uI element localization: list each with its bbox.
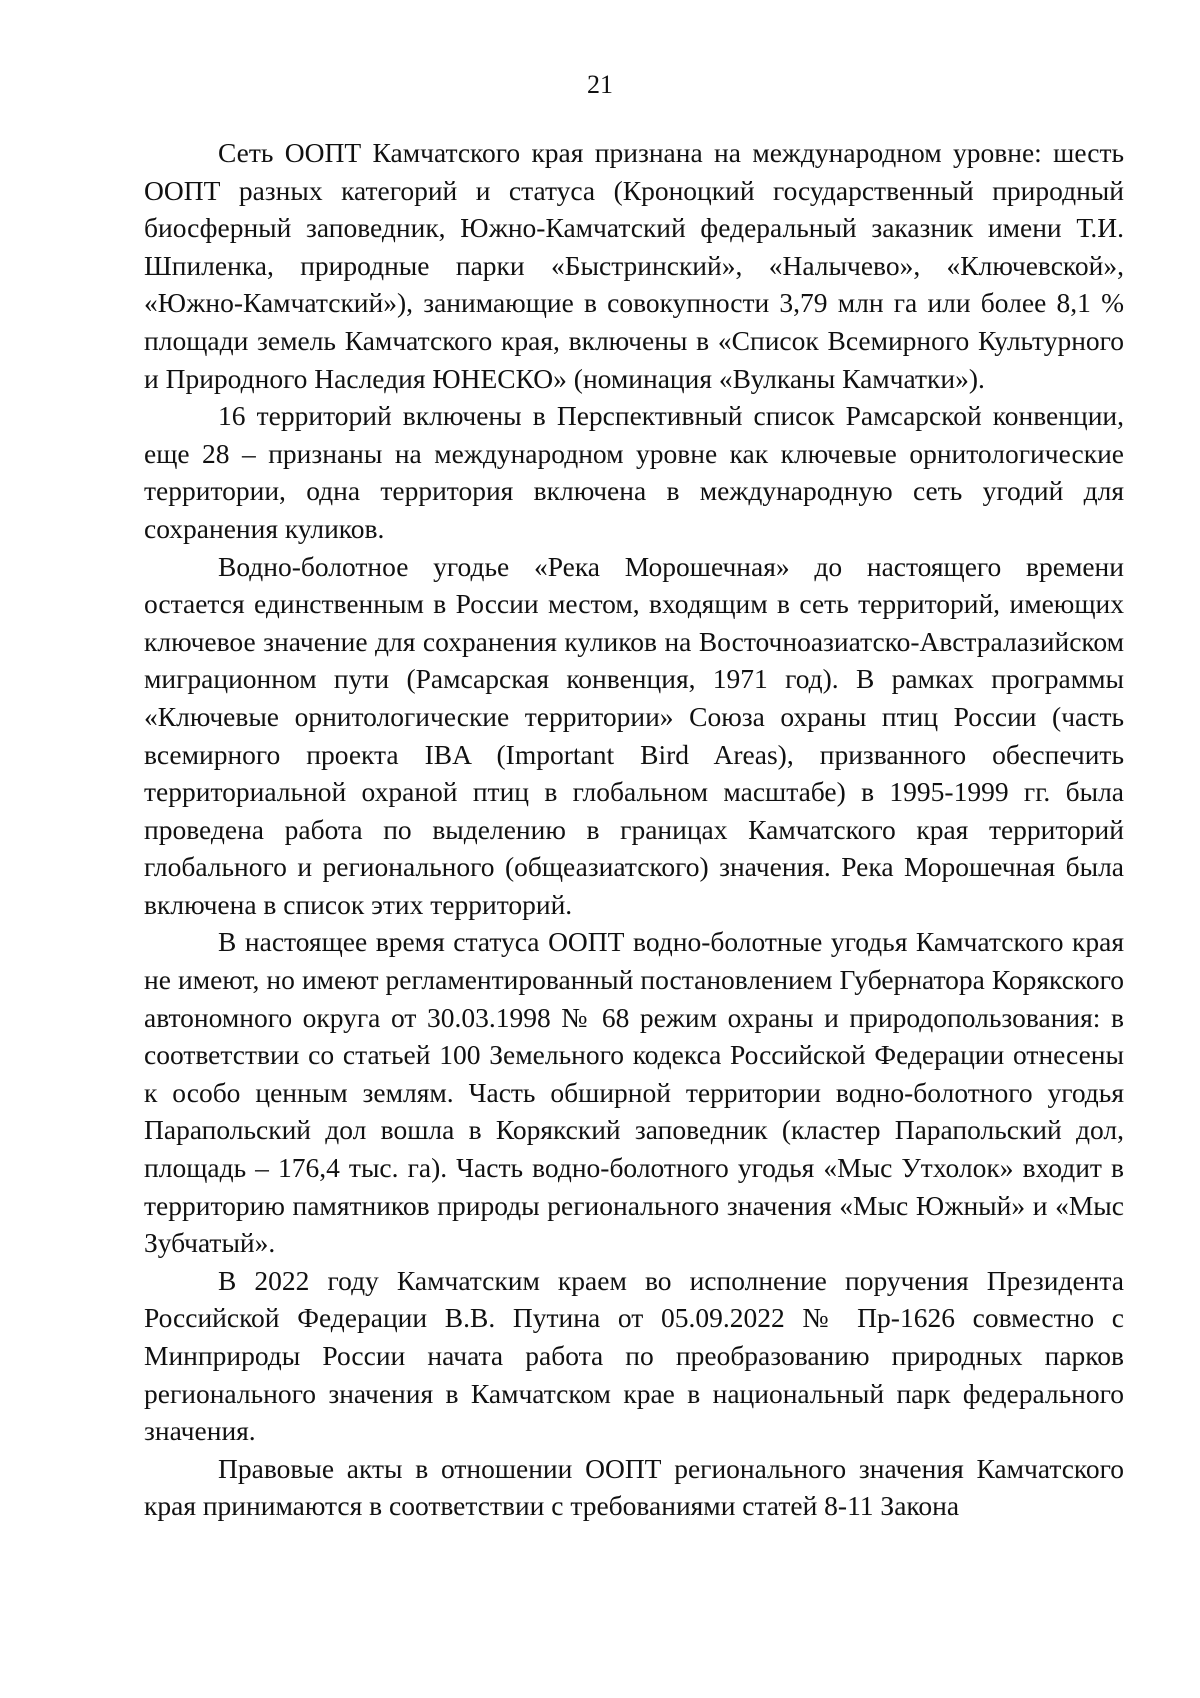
document-body <box>144 134 1124 1525</box>
paragraph-national-park-2022: В 2022 году Камчатским краем во исполнение поручения Президента Российской Федерации В.В. Путина от 05.09.2022 № Пр-1626 совместно с Минприроды России начата работа по преобразованию природных парков регионального значения в Камчатском крае в национальный парк федерального значения. <box>144 1264 1124 1447</box>
paragraph-moroshechnaya-river: Водно-болотное угодье «Река Морошечная» до настоящего времени остается единственным в России местом, входящим в сеть территорий, имеющих ключевое значение для сохранения куликов на Восточноазиатско-Австралазийском миграционном пути (Рамсарская конвенция, 1971 год). В рамках программы «Ключевые орнитологические территории» Союза охраны птиц России (часть всемирного проекта IBA (Important Bird Areas), призванного обеспечить территориальной охраной птиц в глобальном масштабе) в 1995-1999 гг. была проведена работа по выделению в границах Камчатского края территорий глобального и регионального (общеазиатского) значения. Река Морошечная была включена в список этих территорий. <box>144 550 1124 920</box>
paragraph-ramsar-list: 16 территорий включены в Перспективный список Рамсарской конвенции, еще 28 – признаны на международном уровне как ключевые орнитологические территории, одна территория включена в международную сеть угодий для сохранения куликов. <box>144 400 1124 544</box>
paragraph-legal-acts: Правовые акты в отношении ООПТ регионального значения Камчатского края принимаются в соответствии с требованиями статей 8-11 Закона <box>144 1452 1124 1522</box>
page-number: 21 <box>587 70 613 99</box>
paragraph-unesco-heritage: Сеть ООПТ Камчатского края признана на международном уровне: шесть ООПТ разных категорий и статуса (Кроноцкий государственный природный биосферный заповедник, Южно-Камчатский федеральный заказник имени Т.И. Шпиленка, природные парки «Быстринский», «Налычево», «Ключевской», «Южно-Камчатский»), занимающие в совокупности 3,79 млн га или более 8,1 % площади земель Камчатского края, включены в «Список Всемирного Культурного и Природного Наследия ЮНЕСКО» (номинация «Вулканы Камчатки»). <box>144 137 1124 394</box>
paragraph-wetlands-status: В настоящее время статуса ООПТ водно-болотные угодья Камчатского края не имеют, но имеют регламентированный постановлением Губернатора Корякского автономного округа от 30.03.1998 № 68 режим охраны и природопользования: в соответствии со статьей 100 Земельного кодекса Российской Федерации отнесены к особо ценным землям. Часть обширной территории водно-болотного угодья Парапольский дол вошла в Корякский заповедник (кластер Парапольский дол, площадь – 176,4 тыс. га). Часть водно-болотного угодья «Мыс Утхолок» входит в территорию памятников природы регионального значения «Мыс Южный» и «Мыс Зубчатый». <box>144 926 1124 1259</box>
